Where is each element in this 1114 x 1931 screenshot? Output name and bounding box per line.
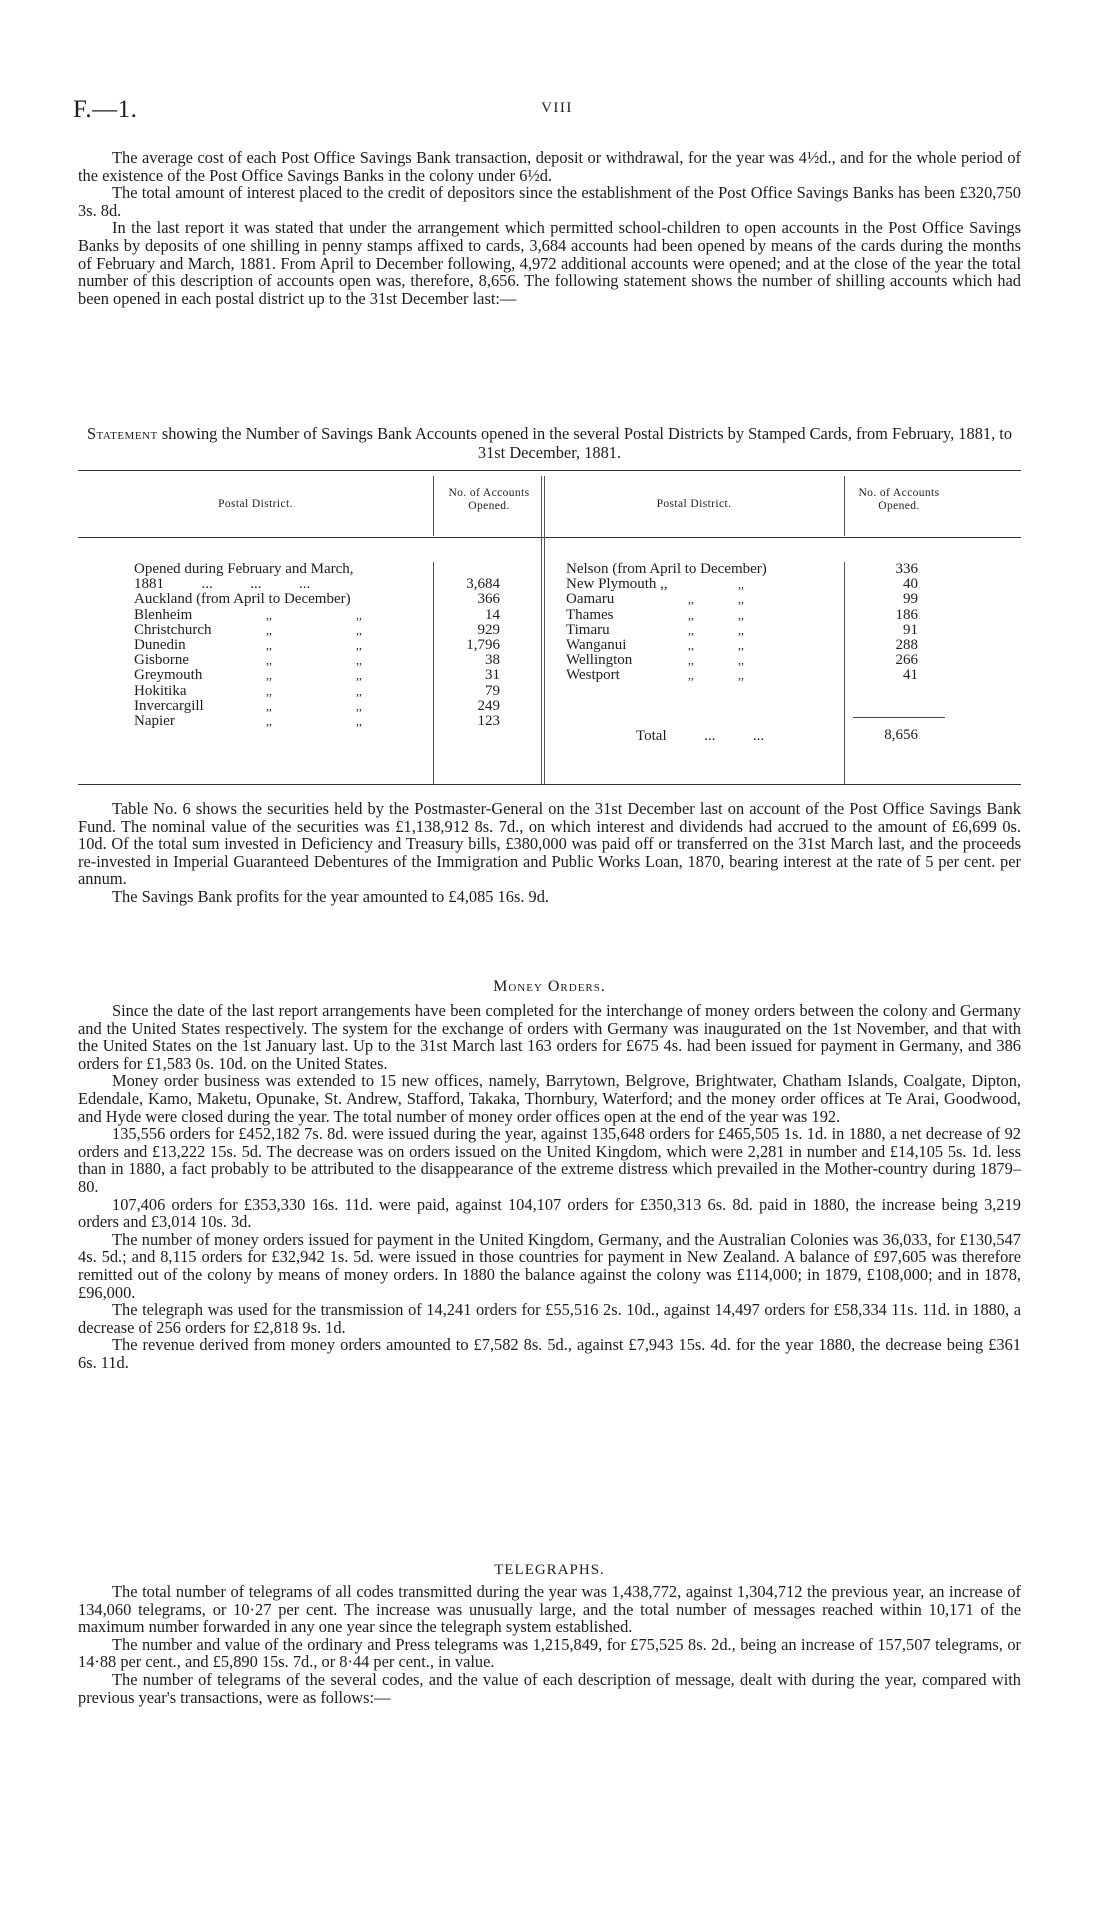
ditto-mark: ,, xyxy=(266,698,272,713)
account-count xyxy=(438,562,500,577)
table-row xyxy=(566,592,842,607)
ditto-mark: ,, xyxy=(266,713,272,728)
table-row xyxy=(566,668,842,683)
district-name: Blenheim xyxy=(134,606,193,623)
table-row xyxy=(134,562,430,577)
account-count: 3,684 xyxy=(466,576,500,593)
district-name: Hokitika xyxy=(134,682,187,699)
ditto-mark: ,, xyxy=(738,592,744,607)
paragraph: The number and value of the ordinary and Press telegrams was 1,215,849, for £75,525 8s. 2d., being an increase of 157,507 telegrams, or 14·88 per cent., and £5,890 15s. 7d., or 8·44 per cent., in value. xyxy=(78,1634,1021,1672)
paragraph: In the last report it was stated that under the arrangement which permitted school-children to open accounts in the Post Office Savings Banks by deposits of one shilling in penny stamps affixed to cards, 3,684 accounts had been opened by means of the cards during the months of February and March, 1881. From April to December following, 4,972 additional accounts were opened; and at the close of the year the total number of this description of accounts open was, therefore, 8,656. The following statement shows the number of shilling accounts which had been opened in each postal district up to the 31st December last:— xyxy=(78,218,1021,308)
ditto-mark: ,, xyxy=(356,713,362,728)
left-values-column xyxy=(438,562,500,729)
account-count: 288 xyxy=(895,636,918,653)
table-row xyxy=(134,653,430,668)
column-divider xyxy=(541,476,542,784)
paragraph: The Savings Bank profits for the year amounted to £4,085 16s. 9d. xyxy=(112,886,550,906)
statement-caption-text: showing the Number of Savings Bank Accounts opened in the several Postal Districts by Stamped Cards, from February, 1881, to 31st December, 1881. xyxy=(161,424,1013,462)
savings-bank-section xyxy=(78,149,1021,307)
ditto-mark: ,, xyxy=(266,683,272,698)
account-count: 266 xyxy=(895,652,918,669)
ditto-mark: ,, xyxy=(738,637,744,652)
ditto-mark: ,, xyxy=(738,622,744,637)
ditto-mark: ,, xyxy=(688,592,694,607)
table-row xyxy=(134,638,430,653)
account-count: 40 xyxy=(903,576,918,593)
table-row xyxy=(566,623,842,638)
account-count: 249 xyxy=(477,697,500,714)
district-name: Auckland (from April to December) xyxy=(134,591,351,608)
ditto-mark: ,, xyxy=(688,637,694,652)
right-district-column xyxy=(566,562,842,684)
table-row xyxy=(566,577,842,592)
column-header-accounts: No. of Accounts Opened. xyxy=(448,487,530,512)
statement-caption xyxy=(78,424,1021,462)
right-values-column xyxy=(858,562,918,684)
district-name: Westport xyxy=(566,667,620,684)
total-value: 8,656 xyxy=(884,727,918,743)
paragraph: Money order business was extended to 15 new offices, namely, Barrytown, Belgrove, Brightwater, Chatham Islands, Coalgate, Dipton, Edendale, Kamo, Maketu, Opunake, St. Andrew, Stafford, Takaka, Thornbury, Waterford; and the money order offices at Te Arai, Goodwood, and Hyde were closed during the year. The total number of money order offices open at the end of the year was 192. xyxy=(78,1071,1021,1126)
ditto-mark: ,, xyxy=(738,668,744,683)
column-divider xyxy=(844,476,845,536)
district-name: Invercargill xyxy=(134,697,204,714)
ditto-mark: ,, xyxy=(688,622,694,637)
district-name: Opened during February and March, xyxy=(134,561,354,577)
column-header-accounts: No. of Accounts Opened. xyxy=(858,487,940,512)
accounts-statement-table xyxy=(78,470,1021,788)
document-code: F.—1. xyxy=(73,96,138,123)
money-orders-heading: Money Orders. xyxy=(493,978,606,995)
money-orders-section xyxy=(78,1002,1021,1371)
column-divider xyxy=(433,476,434,536)
table-row xyxy=(134,668,430,683)
table-row xyxy=(134,684,430,699)
district-name: Timaru xyxy=(566,621,610,638)
account-count: 123 xyxy=(477,712,500,729)
account-count: 336 xyxy=(895,561,918,577)
column-divider xyxy=(844,562,845,784)
district-name: Thames xyxy=(566,606,614,623)
ditto-mark: ,, xyxy=(266,653,272,668)
district-name: Wellington xyxy=(566,652,633,669)
district-name: 1881 ... ... ... xyxy=(134,576,311,593)
securities-section xyxy=(78,800,1021,906)
ditto-mark: ,, xyxy=(356,698,362,713)
column-header-district: Postal District. xyxy=(218,498,293,510)
account-count: 929 xyxy=(477,621,500,638)
total-rule xyxy=(853,717,945,718)
page-header xyxy=(73,96,1041,126)
telegraphs-heading: TELEGRAPHS. xyxy=(494,1562,605,1578)
paragraph: The number of money orders issued for payment in the United Kingdom, Germany, and the Australian Colonies was 36,033, for £130,547 4s. 5d.; and 8,115 orders for £32,942 1s. 5d. were issued in those countries for payment in New Zealand. A balance of £97,605 was therefore remitted out of the colony by means of money orders. In 1880 the balance against the colony was £114,000; in 1879, £108,000; and in 1878, £96,000. xyxy=(78,1229,1021,1302)
column-header-district: Postal District. xyxy=(656,498,732,510)
account-count: 31 xyxy=(485,667,500,684)
table-bottom-rule xyxy=(78,784,1021,785)
district-name: Dunedin xyxy=(134,636,186,653)
statement-caption-lead: Statement xyxy=(86,424,158,443)
district-name: New Plymouth ,, xyxy=(566,576,668,593)
ditto-mark: ,, xyxy=(356,607,362,622)
ditto-mark: ,, xyxy=(266,668,272,683)
district-name: Nelson (from April to December) xyxy=(566,561,767,577)
district-name: Wanganui xyxy=(566,636,627,653)
paragraph: The telegraph was used for the transmission of 14,241 orders for £55,516 2s. 10d., against 14,497 orders for £58,334 11s. 11d. in 1880, a decrease of 256 orders for £2,818 9s. 1d. xyxy=(78,1300,1021,1337)
account-count: 1,796 xyxy=(466,636,500,653)
table-row xyxy=(566,653,842,668)
ditto-mark: ,, xyxy=(356,622,362,637)
ditto-mark: ,, xyxy=(688,653,694,668)
table-top-rule xyxy=(78,470,1021,471)
paragraph: 135,556 orders for £452,182 7s. 8d. were issued during the year, against 135,648 orders for £465,505 1s. 1d. in 1880, a net decrease of 92 orders and £13,222 15s. 5d. The decrease was on orders issued on the United Kingdom, which were 2,281 in number and £14,105 5s. 1d. less than in 1880, a fact probably to be attributed to the disappearance of the extreme distress which prevailed in the Mother-country during 1879–80. xyxy=(78,1124,1021,1196)
paragraph: The revenue derived from money orders amounted to £7,582 8s. 5d., against £7,943 15s. 4d. for the year 1880, the decrease being £361 6s. 11d. xyxy=(78,1335,1021,1372)
district-name: Christchurch xyxy=(134,621,212,638)
left-district-column xyxy=(134,562,430,729)
page-number: VIII xyxy=(541,100,573,116)
table-header-rule xyxy=(78,537,1021,538)
ditto-mark: ,, xyxy=(738,653,744,668)
ditto-mark: ,, xyxy=(356,653,362,668)
table-row xyxy=(566,608,842,623)
paragraph: Table No. 6 shows the securities held by the Postmaster-General on the 31st December last on account of the Post Office Savings Bank Fund. The nominal value of the securities was £1,138,912 8s. 7d., on which interest and dividends had accrued to the amount of £6,699 0s. 10d. Of the total sum invested in Deficiency and Treasury bills, £380,000 was paid off or transferred on the 31st March last, and the proceeds re-invested in Imperial Guaranteed Debentures of the Immigration and Public Works Loan, 1870, bearing interest at the rate of 5 per cent. per annum. xyxy=(78,799,1021,889)
table-row xyxy=(134,623,430,638)
ditto-mark: ,, xyxy=(266,622,272,637)
ditto-mark: ,, xyxy=(266,607,272,622)
table-row xyxy=(566,562,842,577)
district-name: Gisborne xyxy=(134,652,189,669)
total-label: Total ... ... xyxy=(636,728,765,744)
telegraphs-section xyxy=(78,1583,1021,1706)
column-divider xyxy=(433,562,434,784)
table-row xyxy=(134,592,430,607)
paragraph: Since the date of the last report arrangements have been completed for the interchange of money orders between the colony and Germany and the United States respectively. The system for the exchange of orders with Germany was inaugurated on the 1st November, and that with the United States on the 1st January last. Up to the 31st March last 163 orders for £675 4s. had been issued for payment in Germany, and 386 orders for £1,583 0s. 10d. on the United States. xyxy=(78,1001,1021,1073)
table-row xyxy=(566,638,842,653)
paragraph: The average cost of each Post Office Savings Bank transaction, deposit or withdrawal, for the year was 4½d., and for the whole period of the existence of the Post Office Savings Banks in the colony under 6½d. xyxy=(78,148,1021,185)
column-divider xyxy=(544,476,545,784)
district-name: Oamaru xyxy=(566,591,615,608)
account-count: 79 xyxy=(485,682,500,699)
ditto-mark: ,, xyxy=(688,607,694,622)
account-count: 41 xyxy=(903,667,918,684)
ditto-mark: ,, xyxy=(688,668,694,683)
paragraph: The total amount of interest placed to the credit of depositors since the establishment of the Post Office Savings Banks has been £320,750 3s. 8d. xyxy=(78,183,1021,220)
ditto-mark: ,, xyxy=(738,607,744,622)
district-name: Napier xyxy=(134,712,175,729)
paragraph: The number of telegrams of the several codes, and the value of each description of message, dealt with during the year, compared with previous year's transactions, were as follows:— xyxy=(78,1669,1021,1707)
account-count: 14 xyxy=(485,606,500,623)
account-count: 366 xyxy=(477,591,500,608)
ditto-mark: ,, xyxy=(738,577,744,592)
account-count: 38 xyxy=(485,652,500,669)
ditto-mark: ,, xyxy=(266,637,272,652)
table-row xyxy=(134,714,430,729)
table-row xyxy=(134,699,430,714)
paragraph: 107,406 orders for £353,330 16s. 11d. were paid, against 104,107 orders for £350,313 6s. 8d. paid in 1880, the increase being 3,219 orders and £3,014 10s. 3d. xyxy=(78,1194,1021,1232)
account-count: 99 xyxy=(903,591,918,608)
table-row xyxy=(134,577,430,592)
account-count: 91 xyxy=(903,621,918,638)
ditto-mark: ,, xyxy=(356,683,362,698)
ditto-mark: ,, xyxy=(356,637,362,652)
table-row xyxy=(134,608,430,623)
account-count: 186 xyxy=(895,606,918,623)
district-name: Greymouth xyxy=(134,667,203,684)
paragraph: The total number of telegrams of all codes transmitted during the year was 1,438,772, against 1,304,712 the previous year, an increase of 134,060 telegrams, or 10·27 per cent. The increase was unusually large, and the total number of messages reached within 10,171 of the maximum number forwarded in any one year since the telegraph system established. xyxy=(78,1582,1021,1637)
ditto-mark: ,, xyxy=(356,668,362,683)
